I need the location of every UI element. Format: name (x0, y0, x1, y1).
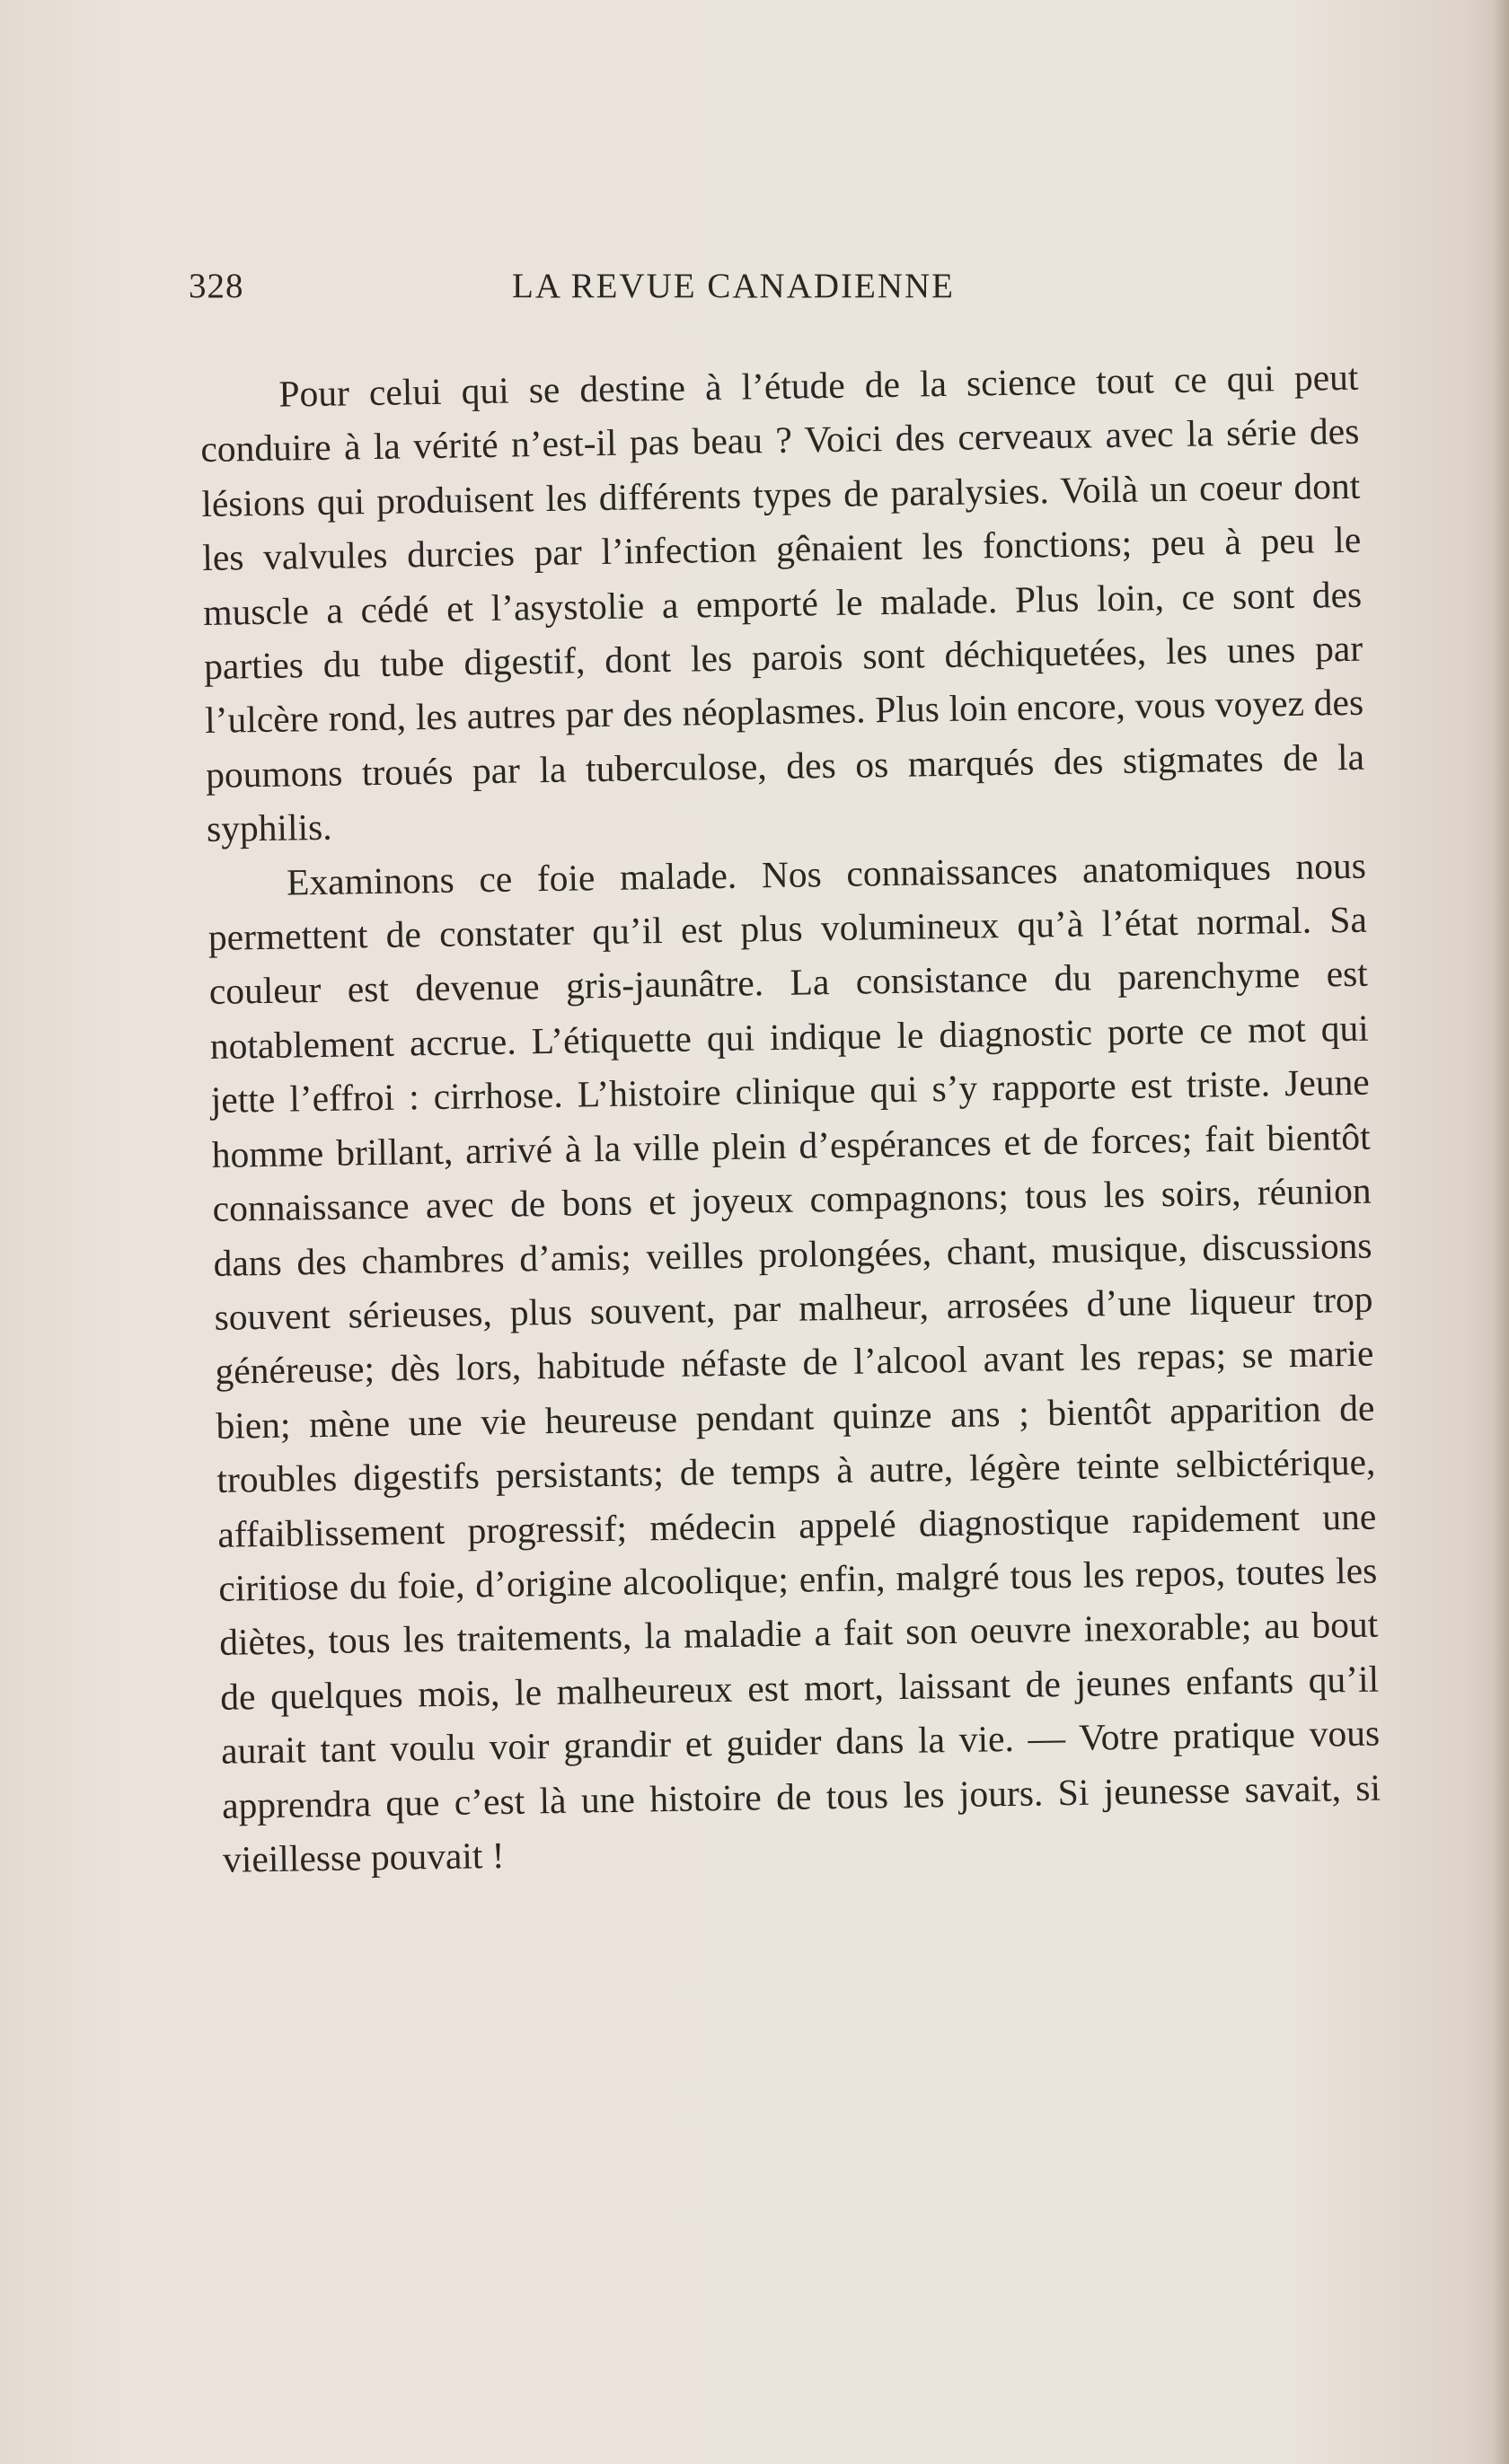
page-header (189, 266, 1374, 311)
body-text (199, 350, 1381, 1887)
page-edge-shadow (1493, 0, 1509, 2464)
paragraph: Pour celui qui se destine à l’étude de la science tout ce qui peut conduire à la vérité n’est-il pas beau ? Voici des cerveaux avec la série des lésions qui produisent les différents types de paralysies. Voilà un coeur dont les valvules durcies par l’infection gênaient les fonctions; peu à peu le muscle a cédé et l’asystolie a emporté le malade. Plus loin, ce sont des parties du tube digestif, dont les parois sont déchiquetées, les unes par l’ulcère rond, les autres par des néoplasmes. Plus loin encore, vous voyez des poumons troués par la tuberculose, des os marqués des stigmates de la syphilis. (200, 356, 1365, 850)
running-title: LA REVUE CANADIENNE (512, 267, 955, 305)
page-number: 328 (189, 267, 244, 305)
paragraph: Examinons ce foie malade. Nos connaissances anatomiques nous permettent de constater qu’il est plus volumineux qu’à l’état normal. Sa couleur est devenue gris-jaunâtre. La consistance du parenchyme est notablement accrue. L’étiquette qui indique le diagnostic porte ce mot qui jette l’effroi : cirrhose. L’histoire clinique qui s’y rapporte est triste. Jeune homme brillant, arrivé à la ville plein d’espérances et de forces; fait bientôt connaissance avec de bons et joyeux compagnons; tous les soirs, réunion dans des chambres d’amis; veilles prolongées, chant, musique, discussions souvent sérieuses, plus souvent, par malheur, arrosées d’une liqueur trop généreuse; dès lors, habitude néfaste de l’alcool avant les repas; se marie bien; mène une vie heureuse pendant quinze ans ; bientôt apparition de troubles digestifs persistants; de temps à autre, légère teinte selbictérique, affaiblissement progressif; médecin appelé diagnostique rapidement une ciritiose du foie, d’origine alcoolique; enfin, malgré tous les repos, toutes les diètes, tous les traitements, la maladie a fait son oeuvre inexorable; au bout de quelques mois, le malheureux est mort, laissant de jeunes enfants qu’il aurait tant voulu voir grandir et guider dans la vie. — Votre pratique vous apprendra que c’est là une histoire de tous les jours. Si jeunesse savait, si vieillesse pouvait ! (207, 844, 1381, 1880)
